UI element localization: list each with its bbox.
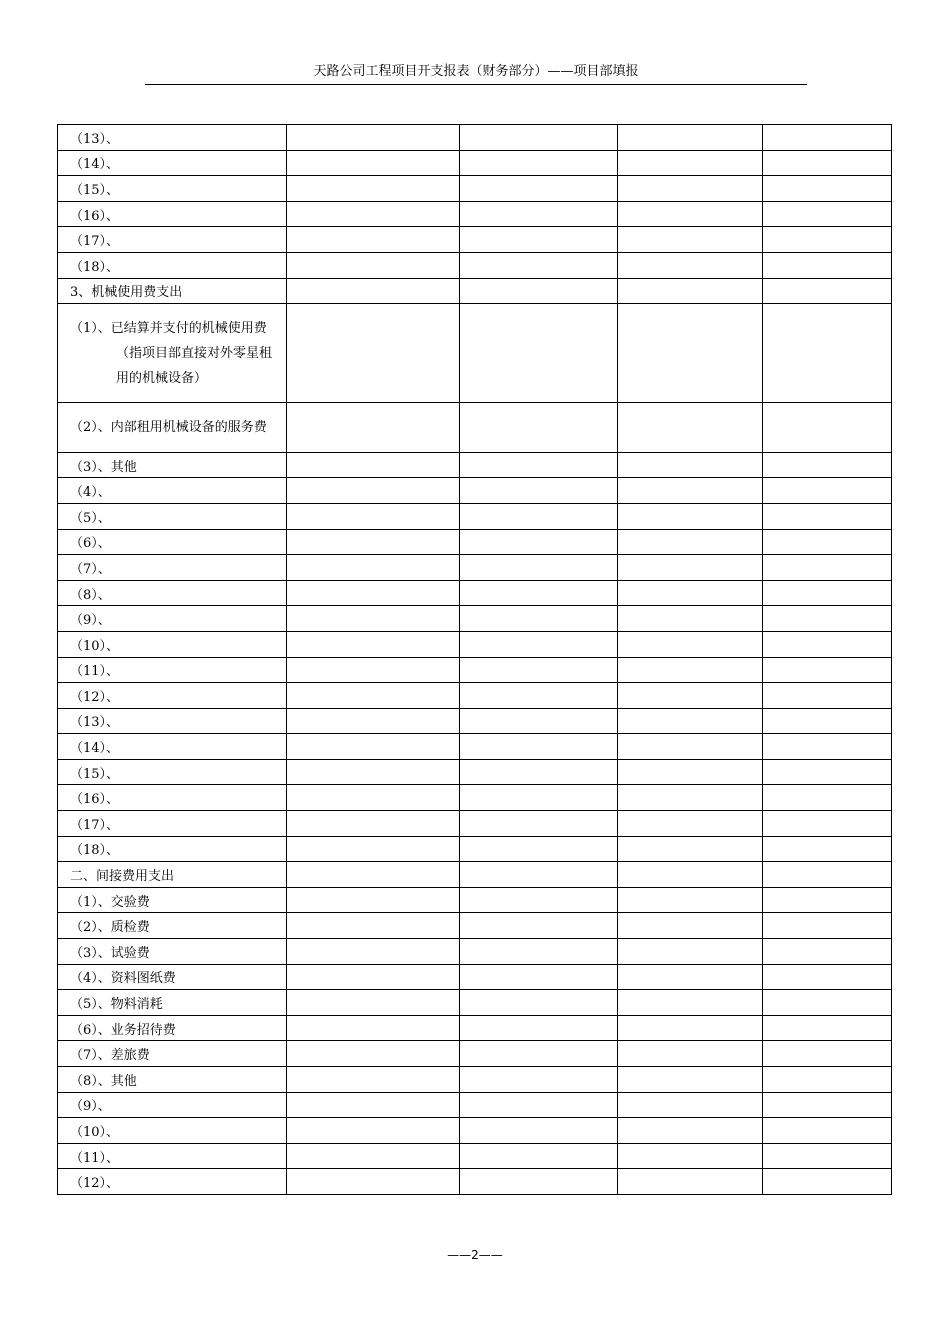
row-label: （17）、 <box>58 811 287 837</box>
table-cell[interactable] <box>287 1041 460 1067</box>
row-label: （3）、试验费 <box>58 939 287 965</box>
row-label: （13）、 <box>58 125 287 151</box>
table-cell[interactable] <box>618 811 763 837</box>
table-cell[interactable] <box>763 1067 892 1093</box>
table-cell[interactable] <box>287 403 460 453</box>
table-cell[interactable] <box>460 252 618 278</box>
table-cell[interactable] <box>618 529 763 555</box>
table-cell[interactable] <box>763 150 892 176</box>
table-cell[interactable] <box>460 150 618 176</box>
table-cell[interactable] <box>618 1041 763 1067</box>
table-cell[interactable] <box>460 1015 618 1041</box>
table-cell[interactable] <box>763 555 892 581</box>
row-label: （3）、其他 <box>58 452 287 478</box>
table-cell[interactable] <box>287 252 460 278</box>
table-cell[interactable] <box>460 606 618 632</box>
table-cell[interactable] <box>460 734 618 760</box>
table-cell[interactable] <box>287 1015 460 1041</box>
table-cell[interactable] <box>763 811 892 837</box>
table-cell[interactable] <box>287 759 460 785</box>
table-row <box>58 1169 892 1195</box>
table-cell[interactable] <box>763 529 892 555</box>
row-label: （8）、 <box>58 580 287 606</box>
table-cell[interactable] <box>618 304 763 403</box>
table-cell[interactable] <box>763 478 892 504</box>
row-label: （11）、 <box>58 1143 287 1169</box>
table-cell[interactable] <box>287 529 460 555</box>
table-cell[interactable] <box>618 580 763 606</box>
table-cell[interactable] <box>763 836 892 862</box>
table-cell[interactable] <box>460 503 618 529</box>
row-label: （12）、 <box>58 683 287 709</box>
table-cell[interactable] <box>763 734 892 760</box>
table-cell[interactable] <box>287 811 460 837</box>
table-cell[interactable] <box>763 657 892 683</box>
row-label: （4）、资料图纸费 <box>58 964 287 990</box>
row-label: （10）、 <box>58 631 287 657</box>
row-label: （2）、质检费 <box>58 913 287 939</box>
table-row <box>58 580 892 606</box>
table-row <box>58 1143 892 1169</box>
table-cell[interactable] <box>287 452 460 478</box>
table-cell[interactable] <box>618 1067 763 1093</box>
table-cell[interactable] <box>618 503 763 529</box>
table-cell[interactable] <box>763 304 892 403</box>
table-row <box>58 201 892 227</box>
table-cell[interactable] <box>460 1041 618 1067</box>
table-cell[interactable] <box>460 1143 618 1169</box>
table-row <box>58 785 892 811</box>
table-cell[interactable] <box>763 887 892 913</box>
row-label: （13）、 <box>58 708 287 734</box>
table-cell[interactable] <box>618 452 763 478</box>
table-cell[interactable] <box>763 125 892 151</box>
table-cell[interactable] <box>287 939 460 965</box>
table-cell[interactable] <box>618 964 763 990</box>
table-cell[interactable] <box>460 631 618 657</box>
table-cell[interactable] <box>618 887 763 913</box>
row-label: （17）、 <box>58 227 287 253</box>
table-cell[interactable] <box>618 631 763 657</box>
table-cell[interactable] <box>460 1067 618 1093</box>
row-note: （指项目部直接对外零星租用的机械设备） <box>116 345 273 386</box>
table-cell[interactable] <box>460 811 618 837</box>
table-row <box>58 304 892 403</box>
table-cell[interactable] <box>460 529 618 555</box>
row-label: （15）、 <box>58 759 287 785</box>
table-cell[interactable] <box>618 708 763 734</box>
row-label: （5）、 <box>58 503 287 529</box>
table-cell[interactable] <box>618 1092 763 1118</box>
section-label: 3、机械使用费支出 <box>58 278 287 304</box>
table-row <box>58 227 892 253</box>
row-label: （18）、 <box>58 252 287 278</box>
table-cell[interactable] <box>287 887 460 913</box>
table-cell[interactable] <box>763 452 892 478</box>
table-cell[interactable] <box>287 606 460 632</box>
table-cell[interactable] <box>287 278 460 304</box>
table-cell[interactable] <box>763 631 892 657</box>
table-cell[interactable] <box>763 176 892 202</box>
table-cell[interactable] <box>763 913 892 939</box>
table-row <box>58 1118 892 1144</box>
table-row <box>58 811 892 837</box>
table-cell[interactable] <box>460 125 618 151</box>
table-cell[interactable] <box>287 304 460 403</box>
table-cell[interactable] <box>460 304 618 403</box>
table-cell[interactable] <box>763 1015 892 1041</box>
table-cell[interactable] <box>287 785 460 811</box>
table-cell[interactable] <box>618 836 763 862</box>
table-cell[interactable] <box>763 708 892 734</box>
table-row <box>58 452 892 478</box>
table-cell[interactable] <box>763 1092 892 1118</box>
table-cell[interactable] <box>460 785 618 811</box>
table-cell[interactable] <box>763 227 892 253</box>
table-cell[interactable] <box>460 201 618 227</box>
table-row <box>58 150 892 176</box>
table-row <box>58 1015 892 1041</box>
table-cell[interactable] <box>460 580 618 606</box>
table-cell[interactable] <box>763 1118 892 1144</box>
table-cell[interactable] <box>763 606 892 632</box>
table-cell[interactable] <box>287 201 460 227</box>
table-cell[interactable] <box>287 227 460 253</box>
table-row <box>58 529 892 555</box>
table-cell[interactable] <box>287 1143 460 1169</box>
table-cell[interactable] <box>287 990 460 1016</box>
table-row <box>58 1092 892 1118</box>
table-cell[interactable] <box>763 939 892 965</box>
table-cell[interactable] <box>763 1169 892 1195</box>
table-row <box>58 631 892 657</box>
table-cell[interactable] <box>287 631 460 657</box>
table-cell[interactable] <box>618 278 763 304</box>
table-row <box>58 836 892 862</box>
table-cell[interactable] <box>460 1118 618 1144</box>
table-row <box>58 555 892 581</box>
table-cell[interactable] <box>763 503 892 529</box>
table-cell[interactable] <box>460 990 618 1016</box>
row-label: （16）、 <box>58 201 287 227</box>
table-cell[interactable] <box>287 150 460 176</box>
table-cell[interactable] <box>287 125 460 151</box>
table-row <box>58 1067 892 1093</box>
table-cell[interactable] <box>763 252 892 278</box>
table-row <box>58 734 892 760</box>
table-cell[interactable] <box>460 452 618 478</box>
table-cell[interactable] <box>618 657 763 683</box>
row-label: （10）、 <box>58 1118 287 1144</box>
table-cell[interactable] <box>763 862 892 888</box>
table-cell[interactable] <box>618 785 763 811</box>
table-cell[interactable] <box>618 1015 763 1041</box>
table-cell[interactable] <box>618 1118 763 1144</box>
table-cell[interactable] <box>460 657 618 683</box>
table-cell[interactable] <box>287 580 460 606</box>
table-cell[interactable] <box>287 555 460 581</box>
table-row <box>58 759 892 785</box>
table-row <box>58 964 892 990</box>
table-cell[interactable] <box>618 606 763 632</box>
row-label: （12）、 <box>58 1169 287 1195</box>
table-cell[interactable] <box>618 478 763 504</box>
table-cell[interactable] <box>287 1092 460 1118</box>
table-cell[interactable] <box>763 580 892 606</box>
table-row <box>58 708 892 734</box>
table-cell[interactable] <box>763 403 892 453</box>
table-cell[interactable] <box>287 657 460 683</box>
row-label: （6）、业务招待费 <box>58 1015 287 1041</box>
table-cell[interactable] <box>618 939 763 965</box>
row-label: （7）、差旅费 <box>58 1041 287 1067</box>
table-cell[interactable] <box>287 683 460 709</box>
table-row <box>58 862 892 888</box>
table-cell[interactable] <box>763 683 892 709</box>
table-cell[interactable] <box>763 964 892 990</box>
table-cell[interactable] <box>460 939 618 965</box>
section-label: 二、间接费用支出 <box>58 862 287 888</box>
table-cell[interactable] <box>618 555 763 581</box>
row-label: （14）、 <box>58 734 287 760</box>
table-cell[interactable] <box>460 1169 618 1195</box>
row-label: （9）、 <box>58 606 287 632</box>
table-cell[interactable] <box>460 862 618 888</box>
table-cell[interactable] <box>460 227 618 253</box>
row-label: （8）、其他 <box>58 1067 287 1093</box>
table-cell[interactable] <box>287 1169 460 1195</box>
row-label: （9）、 <box>58 1092 287 1118</box>
table-cell[interactable] <box>460 478 618 504</box>
table-cell[interactable] <box>618 862 763 888</box>
row-label: （1）、交验费 <box>58 887 287 913</box>
table-cell[interactable] <box>460 555 618 581</box>
table-row <box>58 125 892 151</box>
table-cell[interactable] <box>287 1067 460 1093</box>
table-cell[interactable] <box>287 503 460 529</box>
table-cell[interactable] <box>460 836 618 862</box>
table-cell[interactable] <box>287 478 460 504</box>
table-cell[interactable] <box>618 252 763 278</box>
table-cell[interactable] <box>460 887 618 913</box>
row-label: （11）、 <box>58 657 287 683</box>
table-cell[interactable] <box>763 278 892 304</box>
table-cell[interactable] <box>763 990 892 1016</box>
table-cell[interactable] <box>763 785 892 811</box>
table-cell[interactable] <box>763 759 892 785</box>
table-cell[interactable] <box>618 150 763 176</box>
table-row <box>58 683 892 709</box>
table-row <box>58 913 892 939</box>
table-cell[interactable] <box>618 1169 763 1195</box>
table-row <box>58 1041 892 1067</box>
table-cell[interactable] <box>618 759 763 785</box>
table-cell[interactable] <box>460 1092 618 1118</box>
table-cell[interactable] <box>618 913 763 939</box>
table-row <box>58 990 892 1016</box>
table-cell[interactable] <box>618 734 763 760</box>
table-cell[interactable] <box>618 1143 763 1169</box>
table-cell[interactable] <box>618 227 763 253</box>
table-cell[interactable] <box>287 176 460 202</box>
table-cell[interactable] <box>763 201 892 227</box>
expense-table <box>57 124 892 1195</box>
row-label: （6）、 <box>58 529 287 555</box>
table-row <box>58 252 892 278</box>
row-label: （14）、 <box>58 150 287 176</box>
table-row <box>58 503 892 529</box>
table-cell[interactable] <box>287 734 460 760</box>
table-row <box>58 887 892 913</box>
table-row <box>58 939 892 965</box>
table-cell[interactable] <box>460 964 618 990</box>
row-label-text: （1）、已结算并支付的机械使用费 <box>70 320 267 336</box>
table-cell[interactable] <box>287 964 460 990</box>
table-row <box>58 657 892 683</box>
table-cell[interactable] <box>460 913 618 939</box>
table-cell[interactable] <box>618 125 763 151</box>
table-cell[interactable] <box>287 1118 460 1144</box>
table-cell[interactable] <box>460 278 618 304</box>
table-cell[interactable] <box>287 862 460 888</box>
table-row <box>58 403 892 453</box>
table-cell[interactable] <box>618 990 763 1016</box>
table-cell[interactable] <box>460 759 618 785</box>
table-cell[interactable] <box>460 176 618 202</box>
table-row <box>58 478 892 504</box>
row-label: （4）、 <box>58 478 287 504</box>
table-row <box>58 176 892 202</box>
table-row <box>58 278 892 304</box>
page-header-title: 天路公司工程项目开支报表（财务部分）——项目部填报 <box>145 62 807 85</box>
table-cell[interactable] <box>618 403 763 453</box>
row-label: （18）、 <box>58 836 287 862</box>
table-cell[interactable] <box>460 403 618 453</box>
table-cell[interactable] <box>287 836 460 862</box>
table-cell[interactable] <box>618 201 763 227</box>
table-cell[interactable] <box>287 708 460 734</box>
row-label: （15）、 <box>58 176 287 202</box>
table-cell[interactable] <box>763 1143 892 1169</box>
row-label: （5）、物料消耗 <box>58 990 287 1016</box>
table-row <box>58 606 892 632</box>
row-label: （16）、 <box>58 785 287 811</box>
table-cell[interactable] <box>460 683 618 709</box>
table-cell[interactable] <box>618 683 763 709</box>
page-number: ——2—— <box>447 1248 503 1262</box>
row-label: （2）、内部租用机械设备的服务费 <box>58 403 287 453</box>
table-cell[interactable] <box>460 708 618 734</box>
table-cell[interactable] <box>287 913 460 939</box>
table-cell[interactable] <box>618 176 763 202</box>
row-label: （7）、 <box>58 555 287 581</box>
row-label <box>58 304 287 403</box>
table-cell[interactable] <box>763 1041 892 1067</box>
